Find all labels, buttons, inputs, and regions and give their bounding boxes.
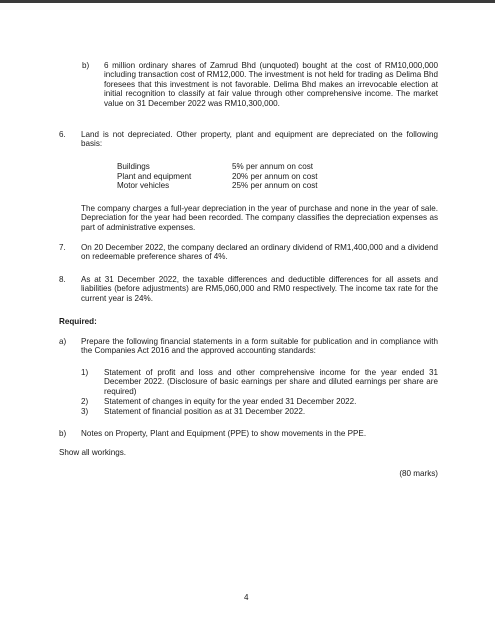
item-b-label: b) [82,61,90,70]
required-heading: Required: [59,317,97,326]
required-a-text: Prepare the following financial statements in a form suitable for publication and in compliance with the Companies Act 2016 and the approved accounting standards: [81,337,438,356]
required-item-text: Statement of profit and loss and other comprehensive income for the year ended 31 December 2022. (Disclosure of basic earnings per share and diluted earnings per share are required) [104,368,438,396]
required-item-label: 3) [81,407,89,416]
note-8-text: As at 31 December 2022, the taxable differences and deductible differences for all assets and liabilities (before adjustments) are RM5,060,000 and RM0 respectively. The income tax rate for the current year is 24%. [81,275,438,303]
note-7-number: 7. [59,243,66,252]
required-b-label: b) [59,429,67,438]
total-marks: (80 marks) [399,469,438,478]
asset-name: Motor vehicles [117,181,170,191]
show-workings: Show all workings. [59,448,127,457]
asset-name: Buildings [117,162,150,171]
depreciation-rate: 5% per annum on cost [232,162,313,171]
asset-name: Plant and equipment [117,171,192,181]
required-item-text: Statement of changes in equity for the year ended 31 December 2022. [104,397,357,406]
note-8-number: 8. [59,275,66,284]
required-item-label: 2) [81,397,89,406]
required-b-text: Notes on Property, Plant and Equipment (PPE) to show movements in the PPE. [81,429,367,438]
note-6-policy: The company charges a full-year depreciation in the year of purchase and none in the year of sale. Depreciation for the year had been recorded. The company classifies the depreciation expenses as part of administrative expenses. [81,204,438,232]
depreciation-rate: 20% per annum on cost [232,171,318,181]
required-item-text: Statement of financial position as at 31 December 2022. [104,407,306,416]
required-a-label: a) [59,337,67,346]
note-6-intro: Land is not depreciated. Other property, plant and equipment are depreciated on the following basis: [81,130,438,149]
required-item-label: 1) [81,368,89,377]
depreciation-rate: 25% per annum on cost [232,181,318,191]
note-7-text: On 20 December 2022, the company declared an ordinary dividend of RM1,400,000 and a dividend on redeemable preference shares of 4%. [81,243,438,262]
item-b-text: 6 million ordinary shares of Zamrud Bhd (unquoted) bought at the cost of RM10,000,000 including transaction cost of RM12,000. The investment is not held for trading as Delima Bhd foresees that this investment is not favorable. Delima Bhd makes an irrevocable election at initial recognition to classify at fair value through other comprehensive income. The market value on 31 December 2022 was RM10,300,000. [104,61,438,108]
page-number: 4 [244,593,249,602]
top-border [0,0,495,3]
note-6-number: 6. [59,130,66,139]
